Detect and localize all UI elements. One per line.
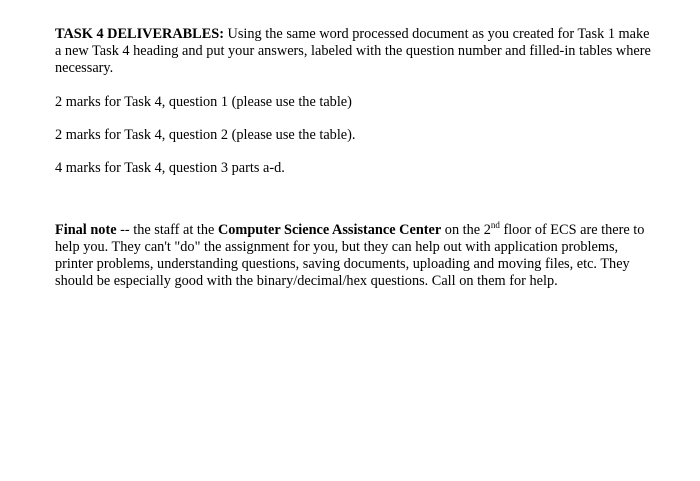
task4-heading: TASK 4 DELIVERABLES: [55, 26, 224, 42]
final-note-paragraph [55, 222, 655, 290]
task4-intro-paragraph [55, 26, 655, 77]
document-page [55, 26, 655, 290]
task4-intro-text: Using the same word processed document as you created for Task 1 make a new Task 4 heading and put your answers, labeled with the question number and filled-in tables where necessary. [55, 26, 651, 76]
marks-question-3: 4 marks for Task 4, question 3 parts a-d. [55, 160, 285, 176]
marks-question-1: 2 marks for Task 4, question 1 (please use the table) [55, 94, 352, 110]
marks-question-2: 2 marks for Task 4, question 2 (please use the table). [55, 127, 356, 143]
final-note-text-3: floor of ECS are there to help you. They can't "do" the assignment for you, but they can help out with application problems, printer problems, understanding questions, saving documents, uploading and moving files, etc. They should be especially good with the binary/decimal/hex questions. Call on them for help. [55, 222, 645, 289]
final-note-text-2: on the 2 [441, 222, 491, 238]
floor-superscript: nd [490, 220, 500, 231]
final-note-label: Final note [55, 222, 117, 238]
final-note-text-1: -- the staff at the [116, 222, 218, 238]
assistance-center-name: Computer Science Assistance Center [217, 222, 442, 238]
